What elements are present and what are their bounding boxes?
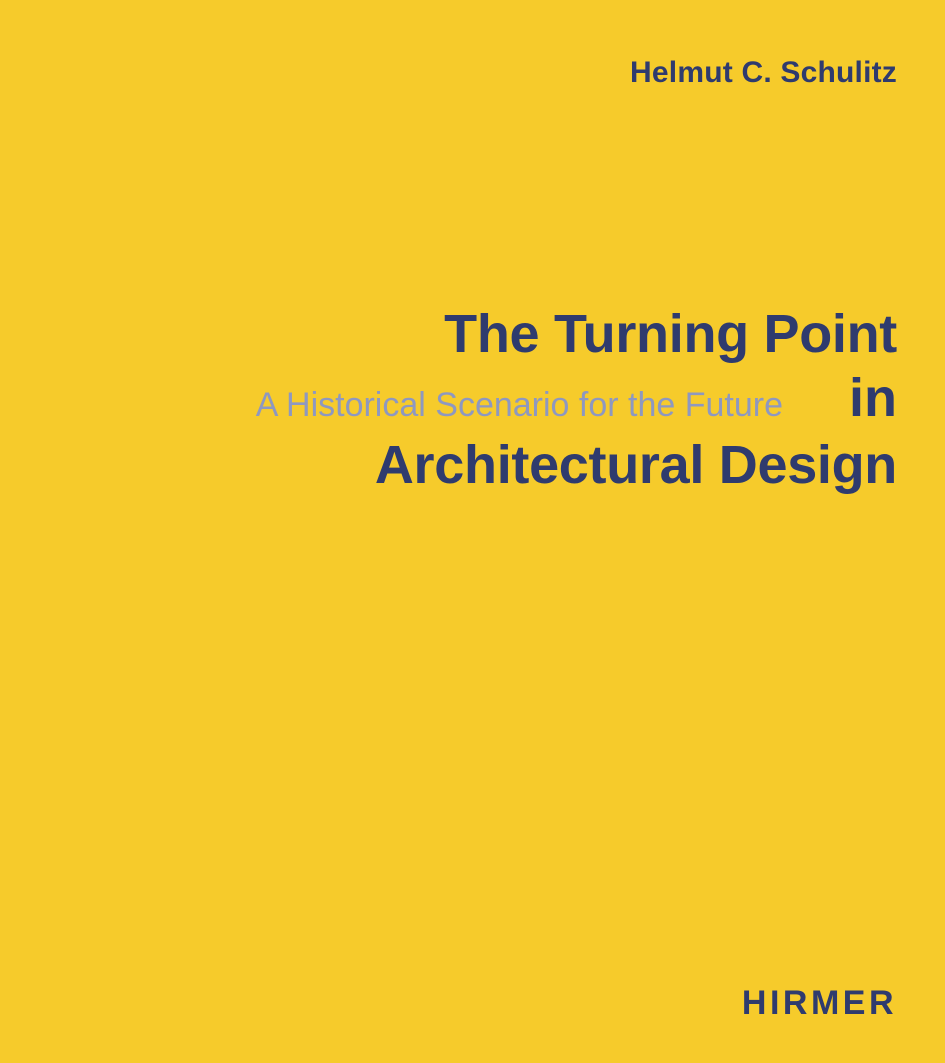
title-line-3: Architectural Design: [374, 434, 897, 495]
book-subtitle: A Historical Scenario for the Future: [255, 386, 783, 425]
subtitle-row: [0, 369, 897, 427]
title-line-1: The Turning Point: [444, 304, 897, 364]
title-line-2: in: [849, 368, 897, 429]
author-name: Helmut C. Schulitz: [630, 56, 897, 89]
publisher-name: HIRMER: [741, 984, 897, 1022]
title-block: [0, 305, 897, 494]
